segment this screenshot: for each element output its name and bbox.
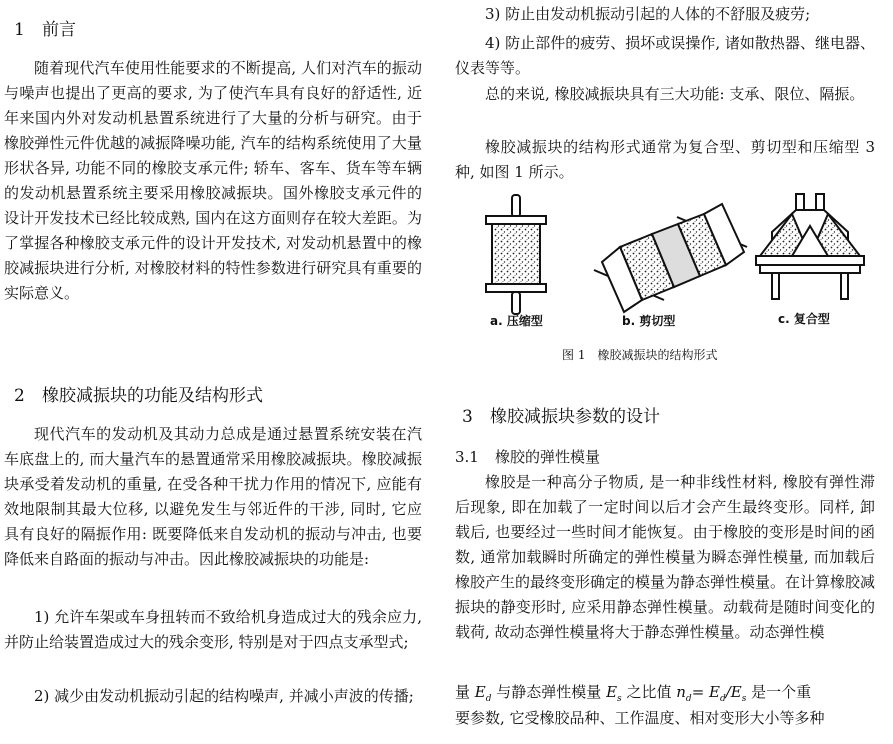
elastic-modulus-paragraph-end: 要参数, 它受橡胶品种、工作温度、相对变形大小等多种	[455, 709, 825, 727]
subsection-3-1-title: 橡胶的弹性模量	[495, 448, 601, 466]
figure-label-a: a. 压缩型	[490, 314, 543, 328]
section-2-number: 2	[14, 386, 25, 406]
section-3-heading	[462, 406, 660, 428]
section-1-title: 前言	[42, 20, 76, 40]
figure-1-caption: 图 1 橡胶减振块的结构形式	[562, 348, 718, 362]
formula-ratio: 之比值	[626, 683, 672, 701]
subsection-3-1-number: 3.1	[455, 448, 479, 466]
elastic-modulus-paragraph: 橡胶是一种高分子物质, 是一种非线性材料, 橡胶有弹性滞后现象, 即在加载了一定时间以后才会产生最终变形。同样, 卸载后, 也要经过一些时间才能恢复。由于橡胶的变形是时间的函数, 通常加载瞬时所确定的弹性模量为瞬态弹性模量, 而加载后橡胶产生的最终变形确定的模量为静态弹性模量。在计算橡胶减振块的静变形时, 应采用静态弹性模量。动载荷是随时间变化的载荷, 故动态弹性模量将大于静态弹性模量。动态弹性模	[455, 473, 876, 641]
section-2-title: 橡胶减振块的功能及结构形式	[42, 386, 263, 406]
modulus-ratio-line: 量 $E_d$ 与静态弹性模量 $E_s$ 之比值 $n_d= E_d/E_s$ 是一个重	[455, 683, 812, 704]
compression-mount-diagram	[486, 195, 546, 314]
composite-mount-diagram	[756, 194, 864, 299]
section-3-title: 橡胶减振块参数的设计	[490, 407, 660, 427]
symbol-ed: $E_d$	[474, 683, 492, 704]
section-2-heading	[14, 385, 263, 407]
symbol-nd: $n_d$	[676, 683, 692, 704]
figure-1	[452, 192, 884, 362]
structure-paragraph: 橡胶减振块的结构形式通常为复合型、剪切型和压缩型 3 种, 如图 1 所示。	[455, 138, 875, 181]
symbol-ed-over-es: $E_d/E_s$	[709, 683, 747, 704]
function-item-4: 4) 防止部件的疲劳、损坏或误操作, 诸如散热器、继电器、仪表等等。	[455, 34, 875, 77]
section-2-paragraph: 现代汽车的发动机及其动力总成是通过悬置系统安装在汽车底盘上的, 而大量汽车的悬置通常采用橡胶减振块。橡胶减振块承受着发动机的重量, 在受各种干扰力作用的情况下, 应能有效地限制其最大位移, 以避免发生与邻近件的干涉, 同时, 它应具有良好的隔振作用: 既要降低来自发动机的振动与冲击, 也要降低来自路面的振动与冲击。因此橡胶减振块的功能是:	[4, 425, 422, 568]
formula-prefix: 量	[455, 683, 471, 701]
figure-label-c: c. 复合型	[778, 312, 830, 326]
function-item-3: 3) 防止由发动机振动引起的人体的不舒服及疲劳;	[485, 5, 811, 23]
formula-mid: 与静态弹性模量	[496, 683, 602, 701]
section-1-heading	[14, 19, 76, 41]
section-3-number: 3	[462, 407, 473, 427]
summary-paragraph: 总的来说, 橡胶减振块具有三大功能: 支承、限位、隔振。	[485, 85, 865, 103]
section-1-paragraph: 随着现代汽车使用性能要求的不断提高, 人们对汽车的振动与噪声也提出了更高的要求, 为了使汽车具有良好的舒适性, 近年来国内外对发动机悬置系统进行了大量的分析与研究。由于橡胶弹性元件优越的减振降噪功能, 汽车的结构系统使用了大量形状各异, 功能不同的橡胶支承元件; 轿车、客车、货车等车辆的发动机悬置系统主要采用橡胶减振块。国外橡胶支承元件的设计开发技术已经比较成熟, 国内在这方面则存在较大差距。为了掌握各种橡胶支承元件的设计开发技术, 对发动机悬置中的橡胶减振块进行分析, 对橡胶材料的特性参数进行研究具有重要的实际意义。	[4, 59, 422, 302]
formula-suffix: 是一个重	[751, 683, 812, 701]
function-item-1: 1) 允许车架或车身扭转而不致给机身造成过大的残余应力, 并防止给装置造成过大的残余变形, 特别是对于四点支承型式;	[4, 608, 422, 651]
figure-label-b: b. 剪切型	[622, 314, 676, 328]
shear-mount-diagram	[594, 204, 747, 312]
symbol-es: $E_s$	[606, 683, 622, 704]
subsection-3-1-heading	[455, 447, 600, 467]
section-1-number: 1	[14, 20, 25, 40]
function-item-2: 2) 减少由发动机振动引起的结构噪声, 并减小声波的传播;	[34, 687, 414, 705]
